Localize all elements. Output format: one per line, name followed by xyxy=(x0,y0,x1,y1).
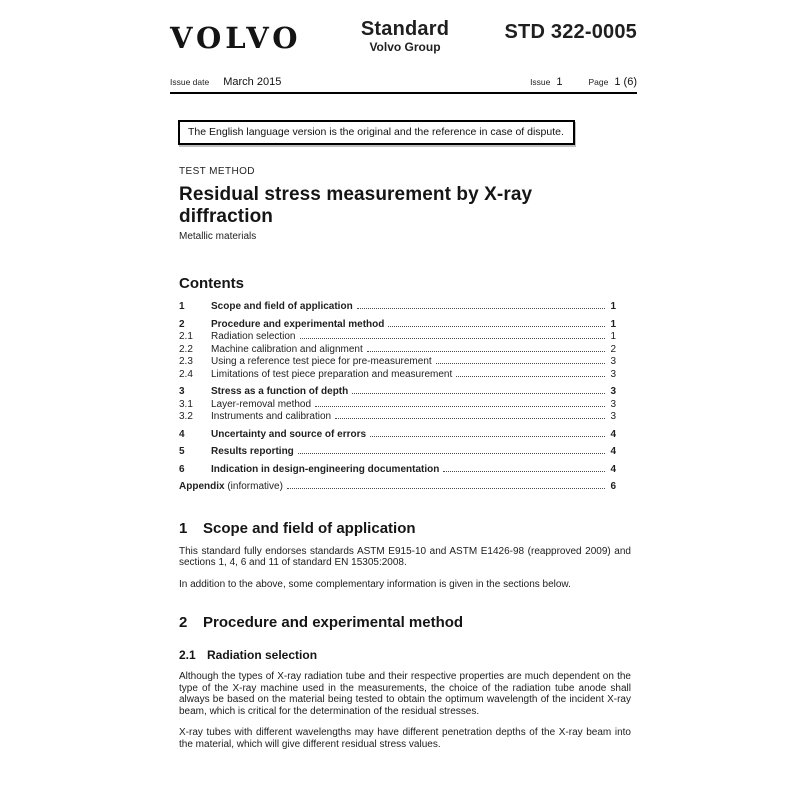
toc-row xyxy=(179,446,616,459)
section-2-title: Procedure and experimental method xyxy=(203,614,464,631)
toc-entry-page: 1 xyxy=(610,318,616,330)
toc-entry-number: 2.4 xyxy=(179,368,193,380)
toc-leader-dots xyxy=(335,418,605,419)
disclaimer-box: The English language version is the original and the reference in case of dispute. xyxy=(178,120,575,145)
issue-info-row xyxy=(170,76,637,94)
toc-entry-number: 2.3 xyxy=(179,356,193,367)
toc-leader-dots xyxy=(315,406,605,407)
toc-entry-page: 2 xyxy=(610,343,616,355)
section-2-1-heading xyxy=(179,648,631,662)
toc-entry-page: 4 xyxy=(610,428,616,440)
toc-entry-label: Scope and field of application xyxy=(211,301,353,312)
toc-leader-dots xyxy=(370,436,605,437)
standard-label: Standard xyxy=(360,18,450,40)
toc-leader-dots xyxy=(367,351,605,352)
toc-row xyxy=(179,481,616,494)
toc-entry-page: 4 xyxy=(610,463,616,475)
toc-entry-number: 1 xyxy=(179,301,185,312)
toc-entry-number: 6 xyxy=(179,463,185,475)
section-2-number: 2 xyxy=(179,614,188,631)
document-title: Residual stress measurement by X-ray diffraction xyxy=(179,184,533,227)
toc-entry-number: 2.2 xyxy=(179,343,193,355)
issue-value: 1 xyxy=(556,76,563,88)
toc-entry-number: 5 xyxy=(179,446,185,457)
toc-row xyxy=(179,411,616,424)
toc-row xyxy=(179,356,616,369)
toc-leader-dots xyxy=(352,393,605,394)
toc-entry-number: 2 xyxy=(179,318,185,330)
toc-entry-number: 2.1 xyxy=(179,331,193,342)
toc-entry-label: Indication in design-engineering documentation xyxy=(211,463,440,475)
disclaimer-container xyxy=(178,120,637,145)
toc-row xyxy=(179,386,616,399)
section-1-paragraph-2: In addition to the above, some complementary information is given in the sections below. xyxy=(179,578,571,590)
toc-entry-page: 4 xyxy=(610,446,616,457)
toc-entry-label: Procedure and experimental method xyxy=(211,318,385,330)
toc-leader-dots xyxy=(443,471,605,472)
issue-label: Issue xyxy=(530,77,551,87)
volvo-logo: VOLVO xyxy=(170,21,302,55)
document-header xyxy=(170,18,637,66)
toc-entry-page: 3 xyxy=(610,356,616,367)
volvo-group-label: Volvo Group xyxy=(369,40,441,54)
toc-entry-label: Using a reference test piece for pre-measurement xyxy=(211,356,432,367)
toc-entry-page: 3 xyxy=(610,411,616,422)
toc-entry-label: Uncertainty and source of errors xyxy=(211,428,367,440)
toc-entry-page: 1 xyxy=(610,331,616,342)
toc-entry-page: 6 xyxy=(610,481,616,492)
section-2-1-paragraph-2: X-ray tubes with different wavelengths may have different penetration depths of the X-ray beam into the material, which will give different residual stress values. xyxy=(179,727,631,750)
toc-row xyxy=(179,319,616,332)
toc-row xyxy=(179,429,616,442)
toc-row xyxy=(179,369,616,382)
toc-entry-number: 4 xyxy=(179,428,185,440)
issue-date-label: Issue date xyxy=(170,77,210,87)
toc-entry-page: 1 xyxy=(610,301,616,312)
toc-row xyxy=(179,464,616,477)
section-1-number: 1 xyxy=(179,519,188,537)
toc-row xyxy=(179,399,616,412)
document-category: TEST METHOD xyxy=(179,166,255,177)
toc-entry-label: Stress as a function of depth xyxy=(211,386,349,397)
section-1-paragraph-1: This standard fully endorses standards ASTM E915-10 and ASTM E1426-98 (reapproved 2009) and sections 1, 4, 6 and 11 of standard EN 15305:2008. xyxy=(179,545,631,568)
toc-entry-number: 3.2 xyxy=(179,411,193,422)
section-2-1-number: 2.1 xyxy=(179,648,196,662)
header-center xyxy=(330,18,480,54)
toc-entry-label: Instruments and calibration xyxy=(211,411,332,422)
section-1-heading xyxy=(179,520,631,537)
toc-list xyxy=(179,301,616,494)
toc-entry-label: Results reporting xyxy=(211,446,294,457)
toc-leader-dots xyxy=(388,326,605,327)
contents-heading: Contents xyxy=(179,275,244,292)
toc-entry-label: Limitations of test piece preparation and measurement xyxy=(211,368,453,380)
toc-leader-dots xyxy=(436,363,605,364)
toc-row xyxy=(179,331,616,344)
toc-row xyxy=(179,301,616,314)
toc-entry-label: Radiation selection xyxy=(211,331,296,342)
document-subtitle: Metallic materials xyxy=(179,231,257,242)
toc-leader-dots xyxy=(300,338,606,339)
toc-entry-number: 3 xyxy=(179,386,185,397)
toc-leader-dots xyxy=(456,376,605,377)
toc-entry-page: 3 xyxy=(610,368,616,380)
toc-row xyxy=(179,344,616,357)
section-2-1-paragraph-1: Although the types of X-ray radiation tube and their respective properties are much dependent on the type of the X-ray machine used in the measurements, the choice of the radiation tube anode shall always be based on the material being tested to obtain the optimum wavelength of the incident X-ray beam, which is critical for the determination of the residual stresses. xyxy=(179,671,631,717)
toc-entry-label: Layer-removal method xyxy=(211,398,312,410)
toc-leader-dots xyxy=(298,453,605,454)
toc-entry-label: Appendix xyxy=(179,481,225,492)
issue-date-value: March 2015 xyxy=(223,76,282,88)
toc-entry-label: Machine calibration and alignment xyxy=(211,343,363,355)
toc-leader-dots xyxy=(287,488,605,489)
page-number-value: 1 (6) xyxy=(614,76,637,88)
toc-entry-page: 3 xyxy=(610,386,616,397)
toc-entry-label-suffix: (informative) xyxy=(224,481,283,492)
toc-entry-page: 3 xyxy=(610,398,616,410)
document-body xyxy=(179,166,631,750)
toc-leader-dots xyxy=(357,308,605,309)
page-label: Page xyxy=(588,77,609,87)
section-2-1-title: Radiation selection xyxy=(207,648,318,662)
document-number: STD 322-0005 xyxy=(504,21,637,43)
section-1-title: Scope and field of application xyxy=(203,519,416,537)
section-2-heading xyxy=(179,614,631,631)
toc-entry-number: 3.1 xyxy=(179,398,193,410)
